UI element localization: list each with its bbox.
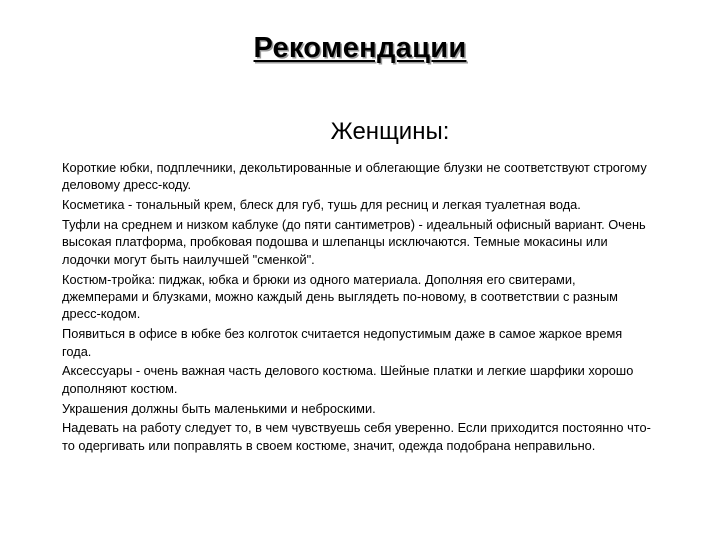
paragraph: Надевать на работу следует то, в чем чувствуешь себя уверенно. Если приходится постоянно что-то одергивать или поправлять в своем костюме, значит, одежда подобрана неправильно. [62,420,651,453]
paragraph: Появиться в офисе в юбке без колготок считается недопустимым даже в самое жаркое время года. [62,326,623,359]
paragraph: Аксессуары - очень важная часть делового костюма. Шейные платки и легкие шарфики хорошо дополняют костюм. [62,363,634,396]
paragraph: Костюм-тройка: пиджак, юбка и брюки из одного материала. Дополняя его свитерами, джемперами и блузками, можно каждый день выглядеть по-новому, в соответствии с разным дресс-кодом. [62,271,618,322]
paragraph: Украшения должны быть маленькими и неброскими. [62,400,376,416]
slide-title: Рекомендации [253,32,467,64]
paragraph: Косметика - тональный крем, блеск для губ, тушь для ресниц и легкая туалетная вода. [62,197,581,213]
slide-subtitle: Женщины: [330,118,450,145]
paragraph: Короткие юбки, подплечники, декольтированные и облегающие блузки не соответствуют строгому деловому дресс-коду. [62,160,647,193]
paragraph-list [62,159,652,457]
paragraph: Туфли на среднем и низком каблуке (до пяти сантиметров) - идеальный офисный вариант. Очень высокая платформа, пробковая подошва и шлепанцы исключаются. Темные мокасины или лодочки могут быть наилучшей "сменкой". [62,217,646,267]
